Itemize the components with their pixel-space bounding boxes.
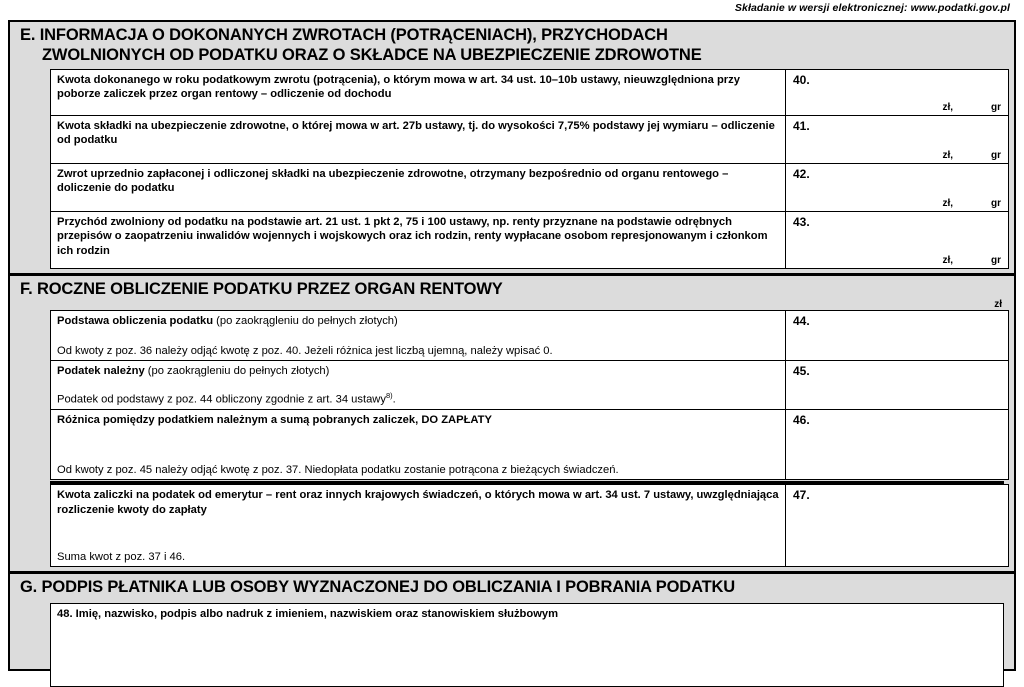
unit-zloty-label: zł, — [942, 198, 953, 210]
row-42-value-cell[interactable] — [786, 164, 1009, 212]
row-45-value-cell[interactable] — [786, 361, 1009, 410]
row-42-units — [942, 198, 1001, 209]
table-row — [51, 116, 1009, 164]
row-45-description-cell — [51, 361, 786, 410]
row-44-value-cell[interactable] — [786, 311, 1009, 361]
row-43-number: 43. — [793, 215, 810, 230]
row-41-field[interactable] — [786, 116, 1008, 163]
unit-zloty-label: zł, — [942, 255, 953, 267]
row-46-value-cell[interactable] — [786, 410, 1009, 480]
row-43-description-cell — [51, 212, 786, 269]
row-45-description: Podatek należny (po zaokrągleniu do pełnych złotych) Podatek od podstawy z poz. 44 obliczony zgodnie z art. 34 ustawy$^{8)}$. — [51, 361, 785, 409]
section-e-title-line1: E. INFORMACJA O DOKONANYCH ZWROTACH (POTRĄCENIACH), PRZYCHODACH — [20, 26, 668, 44]
electronic-filing-note: Składanie w wersji elektronicznej: www.podatki.gov.pl — [734, 2, 1010, 14]
row-40-number: 40. — [793, 73, 810, 88]
row-44-description-cell — [51, 311, 786, 361]
row-47-value-cell[interactable] — [786, 485, 1009, 567]
row-47-field[interactable] — [786, 485, 1008, 566]
form-frame — [8, 20, 1016, 671]
section-g-header — [10, 574, 1014, 602]
signature-field[interactable] — [50, 603, 1004, 687]
row-44-description: Podstawa obliczenia podatku (po zaokrągleniu do pełnych złotych) Od kwoty z poz. 36 należy odjąć kwotę z poz. 40. Jeżeli różnica jest liczbą ujemną, należy wpisać 0. — [51, 311, 785, 360]
row-42-description: Zwrot uprzednio zapłaconej i odliczonej składki na ubezpieczenie zdrowotne, otrzymany bezpośrednio od organu rentowego – doliczenie do podatku — [57, 168, 729, 195]
row-44-note: Od kwoty z poz. 36 należy odjąć kwotę z poz. 40. Jeżeli różnica jest liczbą ujemną, należy wpisać 0. — [57, 345, 553, 358]
row-45-field[interactable] — [786, 361, 1008, 409]
row-43-value-cell[interactable] — [786, 212, 1009, 269]
row-41-units — [942, 150, 1001, 161]
row-45-note: Podatek od podstawy z poz. 44 obliczony zgodnie z art. 34 ustawy$^{8)}$. — [57, 391, 396, 407]
row-42-number: 42. — [793, 167, 810, 182]
section-f-table-wrap — [50, 310, 1004, 567]
row-44-number: 44. — [793, 314, 810, 329]
row-41-value-cell[interactable] — [786, 116, 1009, 164]
row-46-note: Od kwoty z poz. 45 należy odjąć kwotę z poz. 37. Niedopłata podatku zostanie potrącona z bieżących świadczeń. — [57, 464, 619, 477]
section-e-table-wrap — [50, 69, 1004, 269]
row-47-number: 47. — [793, 488, 810, 503]
section-f-table-row47 — [50, 484, 1009, 567]
row-44-field[interactable] — [786, 311, 1008, 360]
row-47-description: Kwota zaliczki na podatek od emerytur – rent oraz innych krajowych świadczeń, o których mowa w art. 34 ust. 7 ustawy, uwzględniająca rozliczenie kwoty do zapłaty Suma kwot z poz. 37 i 46. — [57, 489, 779, 564]
section-f-zloty-marker: zł — [994, 299, 1002, 311]
table-row — [51, 70, 1009, 116]
section-e-header — [10, 22, 1014, 69]
row-45-number: 45. — [793, 364, 810, 379]
row-40-description: Kwota dokonanego w roku podatkowym zwrotu (potrącenia), o którym mowa w art. 34 ust. 10–10b ustawy, nieuwzględniona przy poborze zaliczek przez organ rentowy – odliczenie od dochodu — [57, 74, 740, 101]
row-41-description-cell — [51, 116, 786, 164]
row-43-description: Przychód zwolniony od podatku na podstawie art. 21 ust. 1 pkt 2, 75 i 100 ustawy, np. renty przyznane na podstawie odrębnych przepisów o zaopatrzeniu inwalidów wojennych i wojskowych oraz ich rodzin, renty wypłacane osobom represjonowanym i członkom ich rodzin — [57, 216, 768, 257]
section-e-title-line2: ZWOLNIONYCH OD PODATKU ORAZ O SKŁADCE NA UBEZPIECZENIE ZDROWOTNE — [42, 46, 702, 65]
table-row — [51, 311, 1009, 361]
row-46-field[interactable] — [786, 410, 1008, 479]
unit-grosz-label: gr — [991, 255, 1001, 267]
row-40-field[interactable] — [786, 70, 1008, 115]
section-e-table — [50, 69, 1009, 269]
table-row — [51, 485, 1009, 567]
table-row — [51, 361, 1009, 410]
row-41-number: 41. — [793, 119, 810, 134]
row-42-description-cell — [51, 164, 786, 212]
unit-zloty-label: zł, — [942, 150, 953, 162]
table-row — [51, 212, 1009, 269]
section-e-title — [20, 25, 1004, 65]
row-41-description: Kwota składki na ubezpieczenie zdrowotne, o której mowa w art. 27b ustawy, tj. do wysokości 7,75% podstawy jej wymiaru – odliczenie od podatku — [57, 120, 775, 147]
footnote-marker-8: 8) — [385, 391, 393, 401]
unit-zloty-label: zł, — [942, 102, 953, 114]
row-43-field[interactable] — [786, 212, 1008, 268]
unit-grosz-label: gr — [991, 198, 1001, 210]
section-g-signature-wrap — [50, 603, 1004, 687]
row-46-description-cell — [51, 410, 786, 480]
row-46-number: 46. — [793, 413, 810, 428]
row-46-description: Różnica pomiędzy podatkiem należnym a sumą pobranych zaliczek, DO ZAPŁATY Od kwoty z poz. 45 należy odjąć kwotę z poz. 37. Niedopłata podatku zostanie potrącona z bieżących świadczeń. — [51, 410, 785, 479]
row-40-value-cell[interactable] — [786, 70, 1009, 116]
signature-label: 48. Imię, nazwisko, podpis albo nadruk z imieniem, nazwiskiem oraz stanowiskiem służbowym — [57, 607, 559, 620]
unit-grosz-label: gr — [991, 102, 1001, 114]
row-40-units — [942, 102, 1001, 113]
row-40-description-cell — [51, 70, 786, 116]
section-g-title: G. PODPIS PŁATNIKA LUB OSOBY WYZNACZONEJ DO OBLICZANIA I POBRANIA PODATKU — [20, 578, 736, 597]
row-47-description-cell — [51, 485, 786, 567]
row-47-note: Suma kwot z poz. 37 i 46. — [57, 551, 186, 564]
section-f-title: F. ROCZNE OBLICZENIE PODATKU PRZEZ ORGAN RENTOWY — [20, 280, 503, 299]
unit-grosz-label: gr — [991, 150, 1001, 162]
section-f-header — [10, 276, 1014, 310]
row-42-field[interactable] — [786, 164, 1008, 211]
table-row — [51, 410, 1009, 480]
table-row — [51, 164, 1009, 212]
section-f-table — [50, 310, 1009, 480]
row-43-units — [942, 255, 1001, 266]
